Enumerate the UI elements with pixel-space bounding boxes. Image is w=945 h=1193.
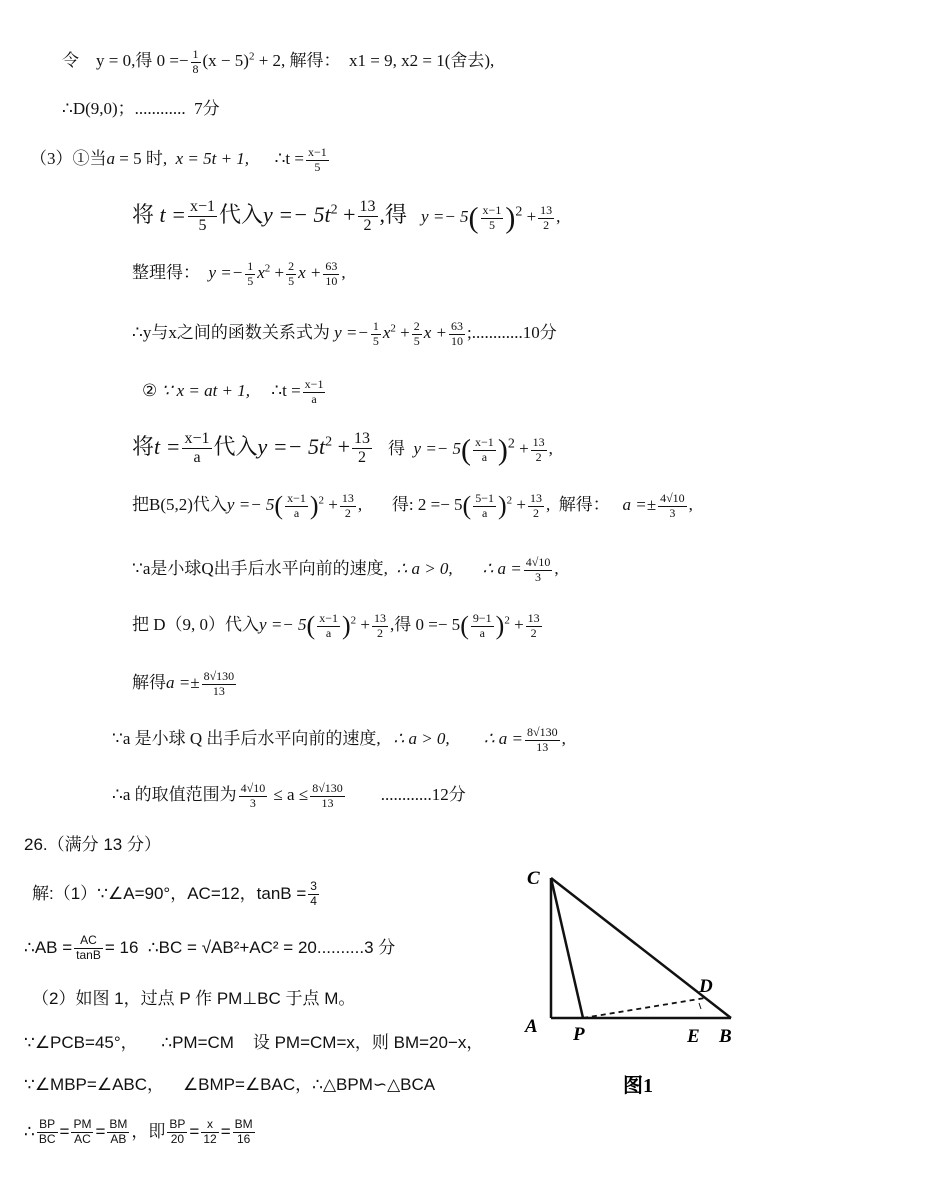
text-line-14: ∴a 的取值范围为 $\frac{4√10}{3}$ ≤ a ≤ $\frac{8√130}{13}$ ............12分 xyxy=(112,781,466,810)
label-e: E xyxy=(687,1026,700,1047)
tick-mark xyxy=(699,1003,701,1009)
text-line-10: ∵a是小球Q出手后水平向前的速度, ∴ a > 0, ∴ a = $\frac{4√10}{3}$ , xyxy=(132,555,559,584)
segment-pd-dashed xyxy=(583,998,705,1018)
label-b: B xyxy=(719,1026,732,1047)
text-line-20: ∵∠MBP=∠ABC， ∠BMP=∠BAC，∴△BPM∽△BCA xyxy=(24,1075,436,1094)
label-a: A xyxy=(525,1016,538,1037)
text-line-15: 26.（满分 13 分） xyxy=(24,835,161,854)
label-d: D xyxy=(699,976,713,997)
text-line-18: （2）如图 1，过点 P 作 PM⊥BC 于点 M。 xyxy=(32,989,356,1008)
text-line-9: 把B(5,2)代入y =− 5( $\frac{x-1}{a}$ )$^2$ + $\frac{13}{2}$ , 得: 2 =− 5( $\frac{5-1}{a}$ )$^2$ + $\frac{13}{2}$ , 解得： a =± $\frac{4√10}{3}$ , xyxy=(132,491,693,520)
text-line-6: ∴y与x之间的函数关系式为 y =− $\frac{1}{5}$ $x^2$ + $\frac{2}{5}$ x + $\frac{63}{10}$ ;............10分 xyxy=(132,319,557,348)
text-line-5: 整理得： y =− $\frac{1}{5}$ $x^2$ + $\frac{2}{5}$ x + $\frac{63}{10}$ , xyxy=(132,259,346,288)
text-line-3: （3）①当a = 5 时, x = 5t + 1, ∴t = $\frac{x-1}{5}$ xyxy=(30,145,327,174)
text-line-7: ② ∵ x = at + 1, ∴t = $\frac{x-1}{a}$ xyxy=(142,377,324,406)
text-line-11: 把 D（9, 0）代入y =− 5( $\frac{x-1}{a}$ )$^2$ + $\frac{13}{2}$ ,得 0 =− 5( $\frac{9-1}{a}$ )$^2$ + $\frac{13}{2}$ xyxy=(132,611,540,640)
text-line-8: 将t = $\frac{x-1}{a}$ 代入$y =- 5t^2$ + $\frac{13}{2}$ 得 y =− 5( $\frac{x-1}{a}$ )$^2$ + $\frac{13}{2}$ , xyxy=(132,430,553,467)
text-line-19: ∵∠PCB=45°， ∴PM=CM 设 PM=CM=x，则 BM=20−x， xyxy=(24,1033,484,1052)
text-line-21: ∴ $\frac{BP}{BC}$ = $\frac{PM}{AC}$ = $\frac{BM}{AB}$ ，即 $\frac{BP}{20}$ = $\frac{x}{12}$ = $\frac{BM}{16}$ xyxy=(24,1117,253,1146)
figure-caption: 图1 xyxy=(623,1075,653,1097)
label-p: P xyxy=(573,1024,585,1045)
text-line-17: ∴AB = $\frac{AC}{\tan B}$ = 16 ∴BC = √AB²+AC² = 20..........3 分 xyxy=(24,933,396,962)
text-line-2: ∴D(9,0)；............ 7分 xyxy=(62,99,220,118)
triangle-figure xyxy=(515,860,775,1100)
text-line-16: 解:（1）∵∠A=90°，AC=12，tanB = $\frac{3}{4}$ xyxy=(32,879,317,908)
text-line-13: ∵a 是小球 Q 出手后水平向前的速度, ∴ a > 0, ∴ a = $\frac{8√130}{13}$ , xyxy=(112,725,566,754)
text-line-1: 令 y = 0,得 0 =− $\frac{1}{8}$ $(x - 5)^2 + 2$, 解得： x1 = 9, x2 = 1(舍去), xyxy=(62,47,495,76)
text-line-4: 将 t = $\frac{x-1}{5}$ 代入$y =- 5t^2$ + $\frac{13}{2}$ ,得 y =− 5( $\frac{x-1}{5}$ )$^2$ + $\frac{13}{2}$ , xyxy=(132,198,561,235)
text-line-12: 解得a =± $\frac{8√130}{13}$ xyxy=(132,669,235,698)
label-c: C xyxy=(527,868,540,889)
